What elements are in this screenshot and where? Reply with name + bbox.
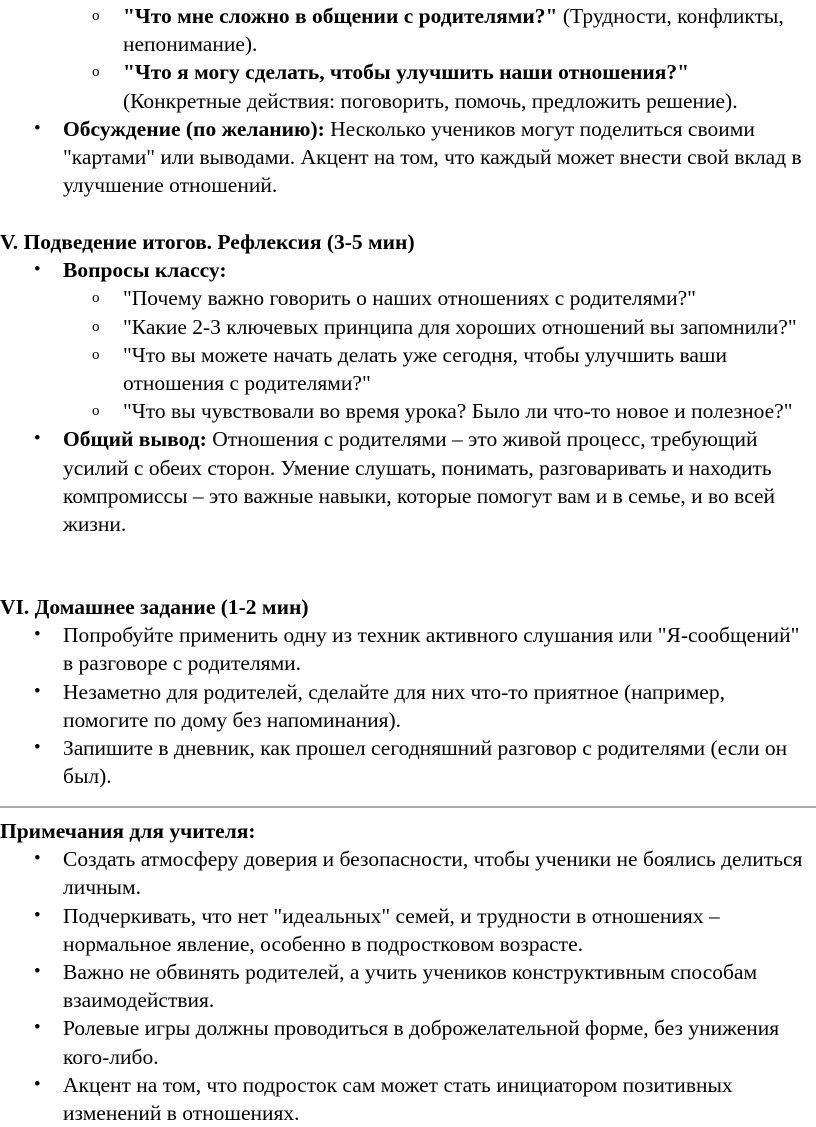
teacher-notes	[0, 817, 816, 1127]
list-item	[0, 313, 816, 341]
bullet-marker: •	[34, 428, 41, 450]
list-item	[0, 845, 816, 901]
sub-bullet-marker: o	[92, 64, 100, 81]
conclusion-text: Отношения с родителями – это живой процесс, требующий усилий с обеих сторон. Умение слушать, понимать, разговаривать и находить компромиссы – это важные навыки, которые помогут вам и в семье, и во всей жизни.	[63, 427, 776, 537]
list-item	[0, 734, 816, 790]
sub-bullet-marker: o	[92, 346, 100, 363]
homework-item: Запишите в дневник, как прошел сегодняшний разговор с родителями (если он был).	[63, 736, 788, 789]
note-item: Акцент на том, что подросток сам может стать инициатором позитивных изменений в отношениях.	[63, 1072, 733, 1126]
list-item	[0, 115, 816, 200]
note-item: Важно не обвинять родителей, а учить учеников конструктивным способам взаимодействия.	[63, 960, 758, 1013]
conclusion-label: Общий вывод:	[63, 427, 207, 452]
note-item: Подчеркивать, что нет "идеальных" семей, и трудности в отношениях – нормальное явление, особенно в подростковом возрасте.	[63, 903, 720, 956]
section-vi-heading: VI. Домашнее задание (1-2 мин)	[0, 595, 309, 619]
homework-item: Незаметно для родителей, сделайте для них что-то приятное (например, помогите по дому без напоминания).	[63, 679, 725, 732]
list-item	[0, 678, 816, 734]
discussion-label: Обсуждение (по желанию):	[63, 116, 325, 141]
bullet-marker: •	[34, 848, 41, 870]
teacher-notes-heading: Примечания для учителя:	[0, 819, 256, 843]
list-item	[0, 958, 816, 1014]
list-item	[0, 397, 816, 425]
question-bold: "Что я могу сделать, чтобы улучшить наши отношения?"	[123, 60, 690, 85]
list-item	[0, 1071, 816, 1127]
bullet-marker: •	[34, 1017, 41, 1039]
question-text: "Что вы чувствовали во время урока? Было ли что-то новое и полезное?"	[123, 399, 793, 424]
bullet-marker: •	[34, 117, 41, 139]
bullet-marker: •	[34, 259, 41, 281]
question-text: "Что вы можете начать делать уже сегодня, чтобы улучшить ваши отношения с родителями?"	[123, 342, 727, 396]
list-item	[0, 2, 816, 58]
section-v	[0, 228, 816, 538]
question-text: (Трудности, конфликты, непонимание).	[123, 4, 784, 57]
question-text: "Какие 2-3 ключевых принципа для хороших отношений вы запомнили?"	[123, 314, 797, 339]
bullet-marker: •	[34, 624, 41, 646]
bullet-marker: •	[34, 737, 41, 759]
questions-label: Вопросы классу:	[63, 258, 227, 283]
list-item	[0, 284, 816, 312]
note-item: Создать атмосферу доверия и безопасности, чтобы ученики не боялись делиться личным.	[63, 847, 803, 900]
bullet-marker: •	[34, 680, 41, 702]
list-item	[0, 1014, 816, 1070]
discussion-text: Несколько учеников могут поделиться своими "картами" или выводами. Акцент на том, что каждый может внести свой вклад в улучшение отношений.	[63, 116, 802, 198]
list-item	[0, 425, 816, 538]
question-text: (Конкретные действия: поговорить, помочь, предложить решение).	[123, 88, 738, 113]
list-item	[0, 621, 816, 677]
section-v-heading: V. Подведение итогов. Рефлексия (3-5 мин)	[0, 230, 415, 254]
bullet-marker: •	[34, 1073, 41, 1095]
question-bold: "Что мне сложно в общении с родителями?"	[123, 4, 558, 28]
note-item: Ролевые игры должны проводиться в доброжелательной форме, без унижения кого-либо.	[63, 1016, 780, 1069]
section-vi	[0, 593, 816, 790]
sub-bullet-marker: o	[92, 290, 100, 307]
list-item	[0, 902, 816, 958]
sub-bullet-marker: o	[92, 403, 100, 420]
list-item	[0, 341, 816, 397]
list-item	[0, 58, 816, 114]
list-item	[0, 256, 816, 284]
bullet-marker: •	[34, 961, 41, 983]
horizontal-divider	[0, 806, 816, 808]
section-iv-tail	[0, 2, 816, 199]
sub-bullet-marker: o	[92, 8, 100, 24]
bullet-marker: •	[34, 904, 41, 926]
homework-item: Попробуйте применить одну из техник активного слушания или "Я-сообщений" в разговоре с родителями.	[63, 623, 800, 676]
sub-bullet-marker: o	[92, 318, 100, 335]
question-text: "Почему важно говорить о наших отношениях с родителями?"	[123, 286, 696, 311]
